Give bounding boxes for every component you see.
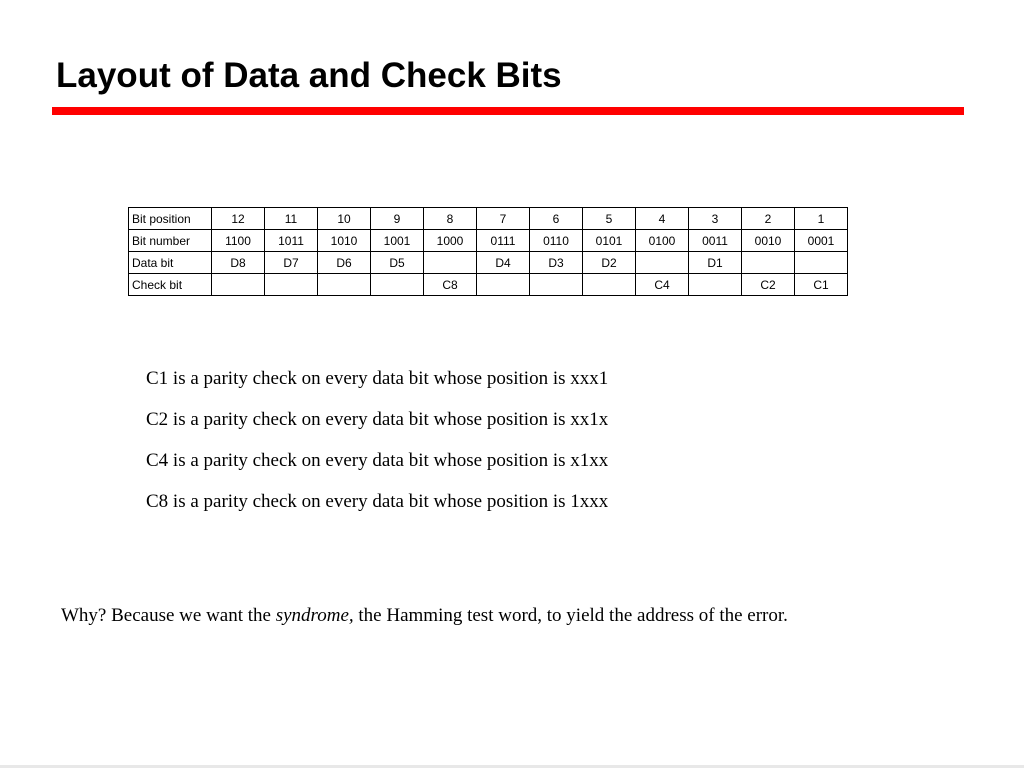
why-prefix: Why? Because we want the <box>61 605 276 626</box>
table-cell <box>689 274 742 296</box>
table-cell: D8 <box>212 252 265 274</box>
table-cell: 1000 <box>424 230 477 252</box>
parity-statement-c2: C2 is a parity check on every data bit whose position is xx1x <box>146 409 609 430</box>
table-cell: 0001 <box>795 230 848 252</box>
table-cell: 7 <box>477 208 530 230</box>
table-cell: 0100 <box>636 230 689 252</box>
table-cell: 11 <box>265 208 318 230</box>
table-cell: C4 <box>636 274 689 296</box>
table-cell <box>477 274 530 296</box>
table-cell <box>530 274 583 296</box>
table-cell <box>212 274 265 296</box>
table-cell: D7 <box>265 252 318 274</box>
row-label: Bit number <box>129 230 212 252</box>
table-cell: 12 <box>212 208 265 230</box>
table-cell: D3 <box>530 252 583 274</box>
table-cell: 2 <box>742 208 795 230</box>
parity-statement-c4: C4 is a parity check on every data bit whose position is x1xx <box>146 450 609 471</box>
why-explanation <box>61 605 788 627</box>
parity-statement-c8: C8 is a parity check on every data bit whose position is 1xxx <box>146 491 609 512</box>
table-cell <box>371 274 424 296</box>
parity-statement-c1: C1 is a parity check on every data bit whose position is xxx1 <box>146 368 609 389</box>
table-cell: D2 <box>583 252 636 274</box>
table-cell: 1 <box>795 208 848 230</box>
table-cell: C8 <box>424 274 477 296</box>
table-cell: 0101 <box>583 230 636 252</box>
table-cell: 0111 <box>477 230 530 252</box>
title-underline <box>52 107 964 115</box>
row-label: Bit position <box>129 208 212 230</box>
table-cell: 1100 <box>212 230 265 252</box>
parity-statements <box>146 368 608 532</box>
syndrome-term: syndrome, <box>275 605 354 626</box>
table-cell <box>583 274 636 296</box>
table-row-data-bit <box>129 252 848 274</box>
table-row-bit-position <box>129 208 848 230</box>
table-cell: C1 <box>795 274 848 296</box>
table-cell: 1010 <box>318 230 371 252</box>
row-label: Check bit <box>129 274 212 296</box>
table-cell <box>424 252 477 274</box>
bit-layout-table <box>128 207 848 296</box>
table-cell: 0110 <box>530 230 583 252</box>
table-row-bit-number <box>129 230 848 252</box>
table-cell: 0011 <box>689 230 742 252</box>
table-cell <box>265 274 318 296</box>
table-cell: 4 <box>636 208 689 230</box>
table-row-check-bit <box>129 274 848 296</box>
table-cell <box>636 252 689 274</box>
table-cell: D4 <box>477 252 530 274</box>
table-cell: 6 <box>530 208 583 230</box>
table-cell: 8 <box>424 208 477 230</box>
table-cell: D1 <box>689 252 742 274</box>
table-cell: D6 <box>318 252 371 274</box>
row-label: Data bit <box>129 252 212 274</box>
table-cell: 5 <box>583 208 636 230</box>
table-cell: C2 <box>742 274 795 296</box>
table-cell: 10 <box>318 208 371 230</box>
table-cell: 0010 <box>742 230 795 252</box>
table-cell: D5 <box>371 252 424 274</box>
table-cell <box>742 252 795 274</box>
table-cell <box>795 252 848 274</box>
table-cell: 9 <box>371 208 424 230</box>
table-cell <box>318 274 371 296</box>
table-cell: 3 <box>689 208 742 230</box>
table-cell: 1011 <box>265 230 318 252</box>
table-cell: 1001 <box>371 230 424 252</box>
why-suffix: the Hamming test word, to yield the address of the error. <box>353 605 788 626</box>
slide-title: Layout of Data and Check Bits <box>56 56 562 95</box>
